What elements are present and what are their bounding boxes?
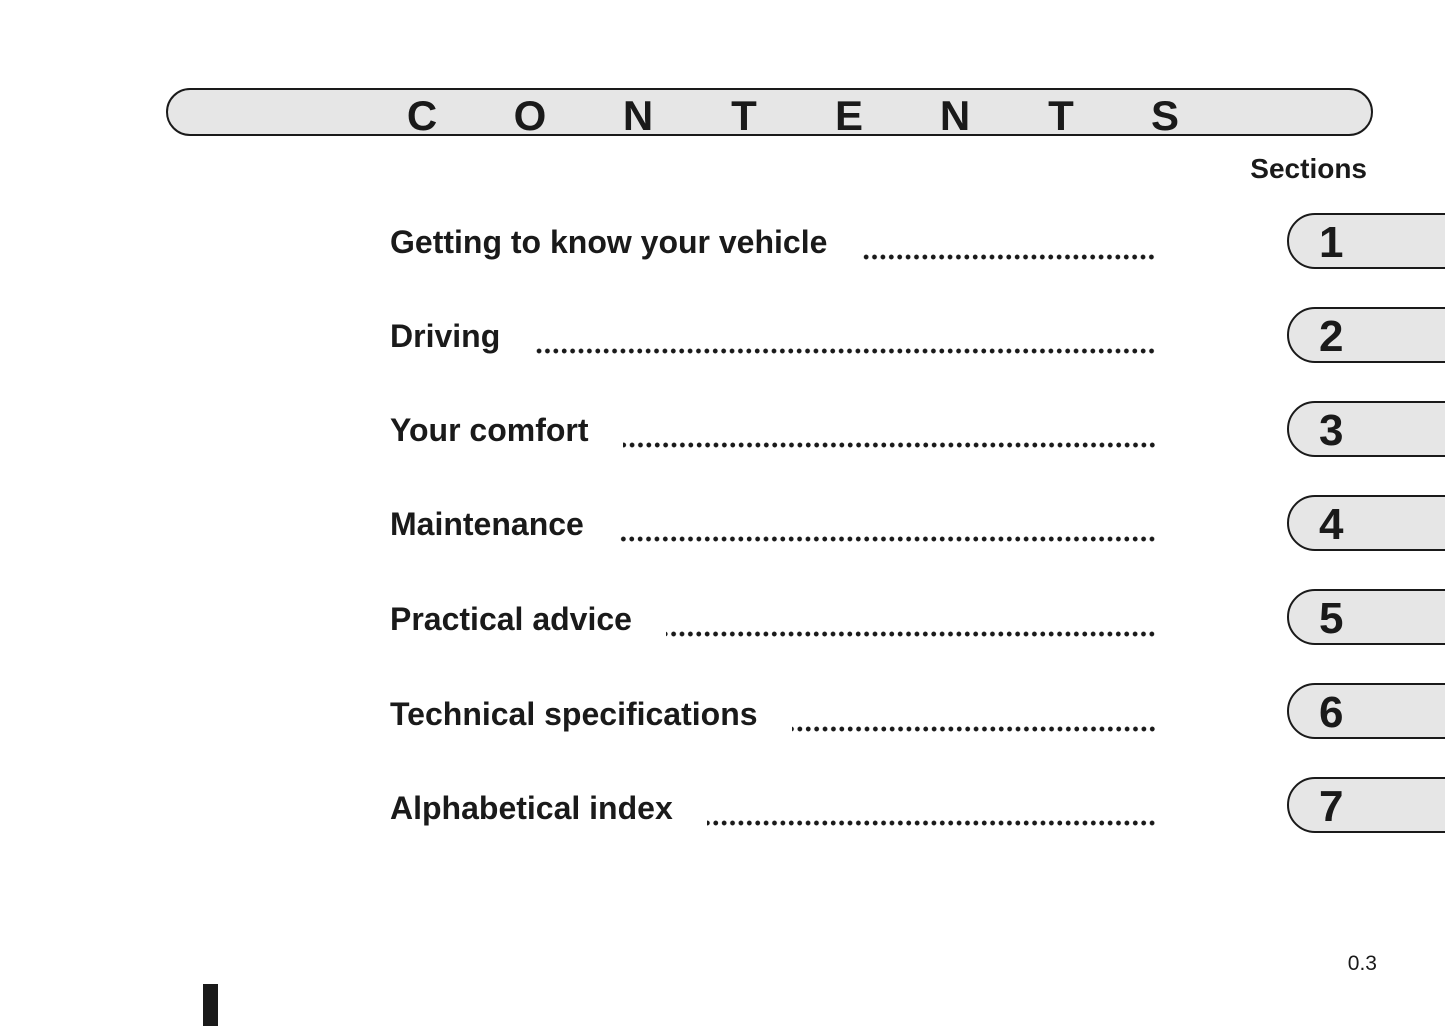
toc-entry-technical-specifications[interactable]: [390, 696, 1156, 740]
section-tab-2[interactable]: [1287, 307, 1445, 363]
title-letter: C: [406, 92, 438, 139]
toc-entry-maintenance[interactable]: [390, 506, 1156, 550]
toc-entry-label: Alphabetical index: [390, 790, 673, 826]
section-tab-6[interactable]: [1287, 683, 1445, 739]
section-tab-7[interactable]: [1287, 777, 1445, 833]
section-tab-number: 6: [1319, 688, 1344, 737]
dot-leader: [707, 820, 1156, 826]
section-tab-number: 7: [1319, 782, 1344, 831]
section-tab-number: 4: [1319, 500, 1344, 549]
title-letter: T: [731, 92, 757, 139]
page-number: 0.3: [1347, 952, 1377, 975]
section-tab-number: 1: [1319, 218, 1344, 267]
title-letter: O: [513, 92, 547, 139]
contents-title-bar: [166, 88, 1373, 139]
toc-entry-driving[interactable]: [390, 318, 1156, 362]
section-tab-1[interactable]: [1287, 213, 1445, 269]
section-tab-number: 2: [1319, 312, 1344, 361]
dot-leader: [623, 442, 1156, 448]
toc-entry-label: Practical advice: [390, 601, 632, 637]
toc-entry-alphabetical-index[interactable]: [390, 790, 1156, 834]
toc-entry-label: Driving: [390, 318, 501, 354]
section-tab-number: 3: [1319, 406, 1344, 455]
toc-entry-getting-to-know[interactable]: [390, 224, 1156, 268]
toc-entry-your-comfort[interactable]: [390, 412, 1156, 456]
dot-leader: [792, 726, 1156, 732]
toc-entry-label: Maintenance: [390, 506, 584, 542]
title-letter: S: [1150, 92, 1179, 139]
title-letter: E: [834, 92, 863, 139]
dot-leader: [666, 631, 1156, 637]
dot-leader: [861, 254, 1156, 260]
dot-leader: [618, 536, 1156, 542]
toc-entry-practical-advice[interactable]: [390, 601, 1156, 645]
toc-entry-label: Your comfort: [390, 412, 589, 448]
toc-entry-label: Getting to know your vehicle: [390, 224, 828, 260]
section-tab-4[interactable]: [1287, 495, 1445, 551]
title-letter: N: [622, 92, 654, 139]
dot-leader: [534, 348, 1156, 354]
title-letter: T: [1048, 92, 1074, 139]
section-tab-3[interactable]: [1287, 401, 1445, 457]
section-tab-number: 5: [1319, 594, 1344, 643]
section-tab-5[interactable]: [1287, 589, 1445, 645]
sections-heading: Sections: [1250, 153, 1367, 184]
toc-entry-label: Technical specifications: [390, 696, 758, 732]
margin-mark: [203, 984, 218, 1026]
title-letter: N: [939, 92, 971, 139]
